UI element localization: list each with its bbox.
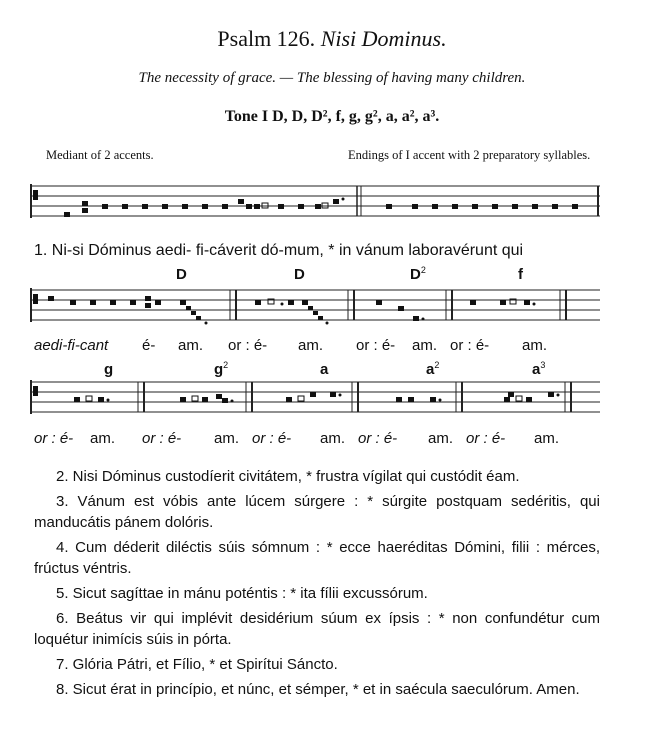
tone-letter-D-1 (176, 265, 187, 283)
lyric: or : é- (358, 430, 398, 447)
lyric-aedificant: aedi-fi-cant (34, 337, 109, 354)
verse-5: 5. Sicut sagíttae in mánu poténtis : * ita fílii excussórum. (56, 585, 428, 602)
lyric: am. (298, 337, 324, 354)
tone-line: Tone I D, D, D², f, g, g², a, a², a³. (224, 108, 440, 125)
title-prefix: Psalm 126. (217, 26, 316, 51)
verse-1-text: 1. Ni-si Dóminus aedi- fi-cáverit dó-mum, * in vánum laboravérunt qui (34, 242, 524, 259)
lyric: é- (142, 337, 156, 354)
tone-letter: a (426, 361, 435, 378)
lyric: am. (214, 430, 240, 447)
lyric: or : é- (142, 430, 182, 447)
psalm-subtitle: The necessity of grace. — The blessing of having many children. (138, 70, 526, 86)
tone-letter-g (104, 360, 113, 378)
tone-letter-a2 (426, 360, 439, 378)
tone-letter: D (294, 266, 305, 283)
verse-7: 7. Glória Pátri, et Fílio, * et Spirítui Sáncto. (56, 656, 338, 673)
endings-staff-2 (30, 378, 600, 422)
mediant-label: Mediant of 2 accents. (46, 148, 154, 162)
endings-staff-1 (30, 286, 600, 334)
lyric (34, 337, 108, 354)
tone-letter-g2 (214, 360, 228, 378)
endings-label: Endings of I accent with 2 preparatory syllables. (348, 148, 591, 162)
tone-letter-D-2 (294, 265, 305, 283)
tone-letter: a (320, 361, 329, 378)
lyric: or : é- (252, 430, 292, 447)
tone-letter: a (532, 361, 541, 378)
lyric: am. (412, 337, 438, 354)
tone-letter-f (518, 265, 523, 283)
tone-letter: g (104, 361, 114, 378)
tone-sup: 2 (223, 360, 229, 370)
tone-letter-D2 (410, 265, 426, 283)
tone-sup: 2 (420, 265, 426, 275)
verse-2: 2. Nisi Dóminus custodíerit civitátem, * frustra vígilat qui custódit éam. (56, 468, 520, 485)
tone-sup: 2 (434, 360, 440, 370)
lyric: or : é- (466, 430, 506, 447)
title-italic: Nisi Dominus. (320, 26, 447, 51)
lyric: am. (522, 337, 548, 354)
lyric: or : é- (228, 337, 268, 354)
lyric: or : é- (356, 337, 396, 354)
psalm-title (0, 26, 664, 52)
verse-3: 3. Vánum est vóbis ante lúcem súrgere : * súrgite postquam sedéritis, qui manducátis pánem dolóris. (34, 493, 600, 531)
lyric: am. (428, 430, 454, 447)
tone-sup: 3 (540, 360, 546, 370)
lyric: or : é- (450, 337, 490, 354)
verse-6: 6. Beátus vir qui implévit desidérium súum ex ípsis : * non confundétur cum loquétur inimícis súis in pórta. (34, 610, 600, 648)
tone-letter: D (176, 266, 187, 283)
lyric: am. (534, 430, 560, 447)
lyric: am. (320, 430, 346, 447)
verse-4: 4. Cum déderit diléctis súis sómnum : * ecce haeréditas Dómini, filii : mérces, frúctus véntris. (34, 539, 600, 577)
tone-letter-a (320, 360, 328, 378)
lyric: or : é- (34, 430, 74, 447)
verse-list (34, 466, 600, 704)
tone-letter: f (518, 266, 523, 283)
lyric: am. (90, 430, 116, 447)
tone-letter: D (410, 266, 421, 283)
verse-8: 8. Sicut érat in princípio, et núnc, et sémper, * et in saécula saeculórum. Amen. (56, 681, 580, 698)
lyric: am. (178, 337, 204, 354)
intonation-staff (30, 180, 600, 224)
tone-letter-a3 (532, 360, 545, 378)
tone-letter: g (214, 361, 224, 378)
